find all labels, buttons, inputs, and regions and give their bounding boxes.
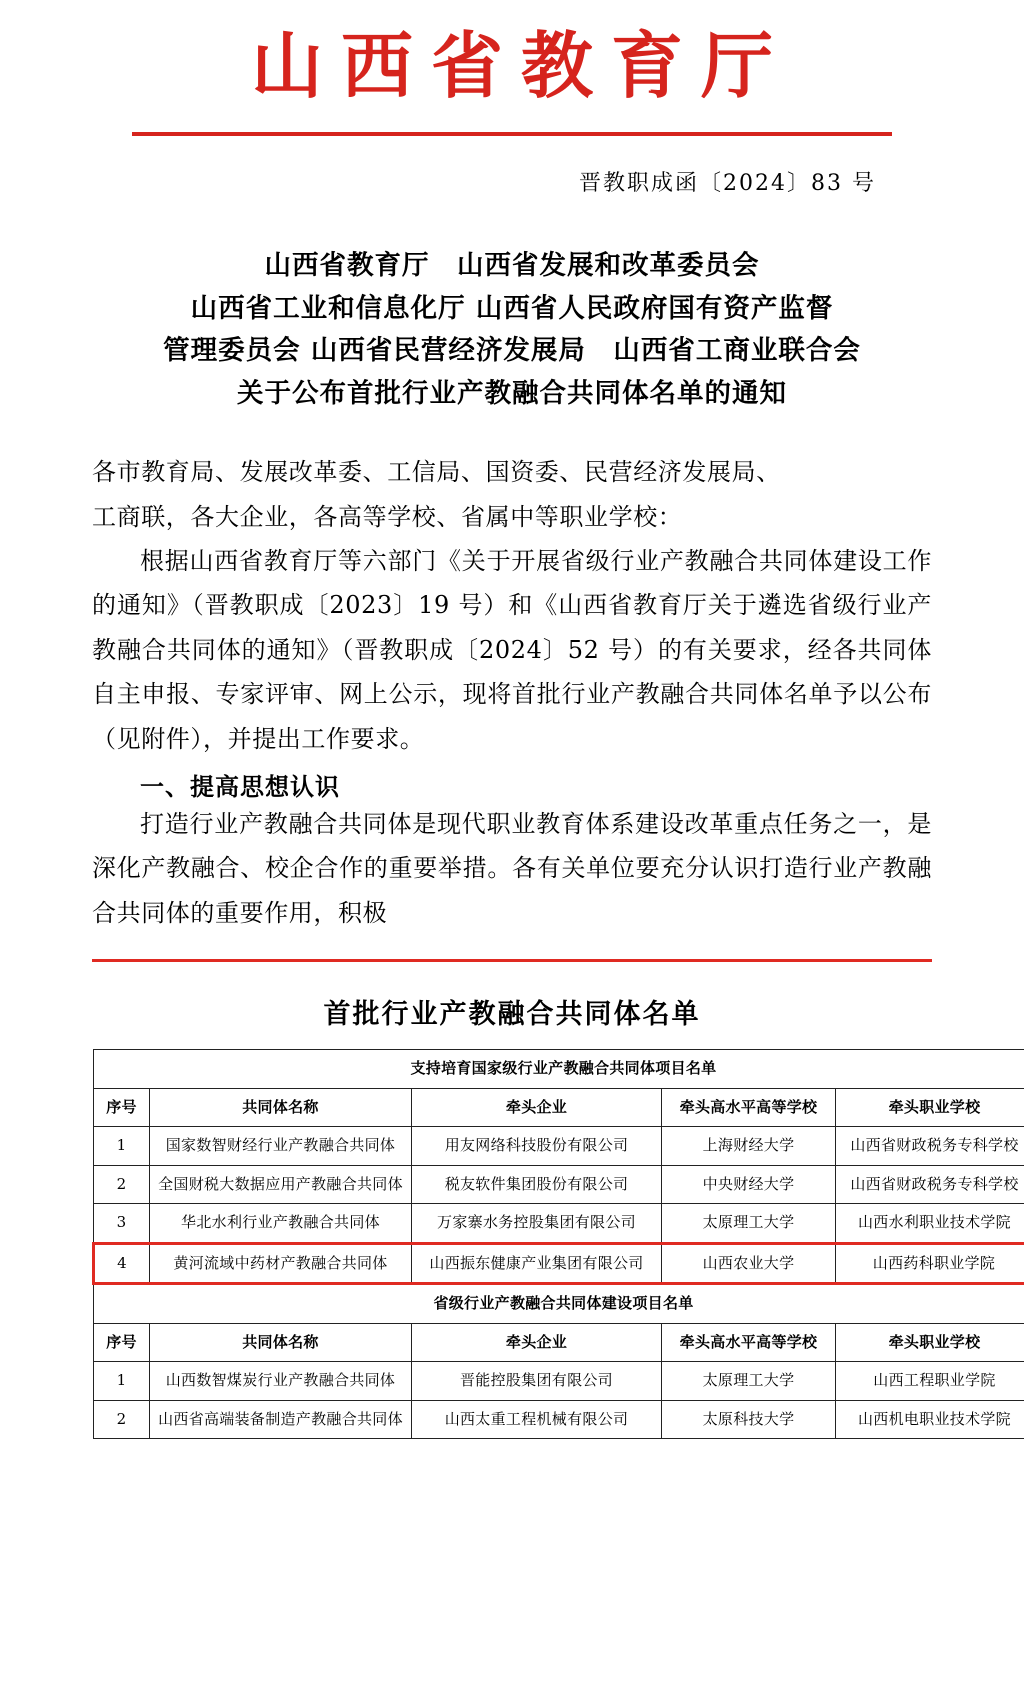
cell-lead-vocational: 山西水利职业技术学院	[836, 1204, 1024, 1244]
cell-no: 1	[94, 1127, 150, 1166]
cell-lead-enterprise: 山西振东健康产业集团有限公司	[412, 1243, 662, 1284]
cell-lead-enterprise: 晋能控股集团有限公司	[412, 1362, 662, 1401]
cell-lead-university: 太原科技大学	[662, 1400, 836, 1439]
cell-lead-university: 中央财经大学	[662, 1165, 836, 1204]
table-row	[94, 1400, 1024, 1439]
header-consortium-name: 共同体名称	[150, 1088, 412, 1127]
masthead-red-rule	[132, 132, 892, 136]
title-line-4: 关于公布首批行业产教融合共同体名单的通知	[237, 378, 787, 410]
cell-lead-vocational: 山西工程职业学院	[836, 1362, 1024, 1401]
section-heading-1: 一、提高思想认识	[140, 772, 340, 802]
cell-consortium-name: 黄河流域中药材产教融合共同体	[150, 1243, 412, 1284]
table-band-row-national	[94, 1050, 1024, 1089]
header-no: 序号	[94, 1323, 150, 1362]
header-consortium-name: 共同体名称	[150, 1323, 412, 1362]
issuing-authority-title: 山西省教育厅	[250, 23, 791, 108]
cell-consortium-name: 全国财税大数据应用产教融合共同体	[150, 1165, 412, 1204]
recipients-line-1: 各市教育局、发展改革委、工信局、国资委、民营经济发展局、	[92, 458, 781, 487]
cell-no: 2	[94, 1400, 150, 1439]
title-line-3: 管理委员会 山西省民营经济发展局 山西省工商业联合会	[163, 335, 861, 367]
cell-lead-enterprise: 税友软件集团股份有限公司	[412, 1165, 662, 1204]
cell-lead-enterprise: 山西太重工程机械有限公司	[412, 1400, 662, 1439]
title-line-2: 山西省工业和信息化厅 山西省人民政府国有资产监督	[190, 292, 834, 324]
cell-consortium-name: 山西省高端装备制造产教融合共同体	[150, 1400, 412, 1439]
title-line-1: 山西省教育厅 山西省发展和改革委员会	[264, 249, 760, 281]
header-lead-university: 牵头高水平高等学校	[662, 1323, 836, 1362]
cell-lead-vocational: 山西机电职业技术学院	[836, 1400, 1024, 1439]
document-title	[92, 245, 932, 417]
cell-lead-enterprise: 万家寨水务控股集团有限公司	[412, 1204, 662, 1244]
body-paragraph-2: 打造行业产教融合共同体是现代职业教育体系建设改革重点任务之一，是深化产教融合、校企合作的重要举措。各有关单位要充分认识打造行业产教融合共同体的重要作用，积极	[92, 810, 932, 927]
document-number: 晋教职成函〔2024〕83 号	[579, 170, 876, 196]
header-lead-enterprise: 牵头企业	[412, 1323, 662, 1362]
cell-lead-vocational: 山西省财政税务专科学校	[836, 1127, 1024, 1166]
cell-consortium-name: 山西数智煤炭行业产教融合共同体	[150, 1362, 412, 1401]
cell-lead-vocational: 山西省财政税务专科学校	[836, 1165, 1024, 1204]
cell-lead-university: 山西农业大学	[662, 1243, 836, 1284]
table-row	[94, 1165, 1024, 1204]
consortium-list-table	[92, 1049, 1024, 1439]
table-header-row-provincial	[94, 1323, 1024, 1362]
cell-no: 3	[94, 1204, 150, 1244]
cell-consortium-name: 国家数智财经行业产教融合共同体	[150, 1127, 412, 1166]
document-body-2	[92, 802, 932, 935]
band-label-provincial: 省级行业产教融合共同体建设项目名单	[94, 1284, 1024, 1324]
band-label-national: 支持培育国家级行业产教融合共同体项目名单	[94, 1050, 1024, 1089]
header-lead-university: 牵头高水平高等学校	[662, 1088, 836, 1127]
cell-lead-university: 太原理工大学	[662, 1204, 836, 1244]
header-lead-vocational: 牵头职业学校	[836, 1323, 1024, 1362]
table-band-row-provincial	[94, 1284, 1024, 1324]
cell-consortium-name: 华北水利行业产教融合共同体	[150, 1204, 412, 1244]
table-row	[94, 1204, 1024, 1244]
body-paragraph-1: 根据山西省教育厅等六部门《关于开展省级行业产教融合共同体建设工作的通知》（晋教职成〔2023〕19 号）和《山西省教育厅关于遴选省级行业产教融合共同体的通知》（晋教职成〔2024〕52 号）的有关要求，经各共同体自主申报、专家评审、网上公示，现将首批行业产教融合共同体名单予以公布（见附件），并提出工作要求。	[92, 547, 932, 753]
table-row	[94, 1127, 1024, 1166]
cell-lead-enterprise: 用友网络科技股份有限公司	[412, 1127, 662, 1166]
masthead	[92, 0, 932, 136]
cell-lead-vocational: 山西药科职业学院	[836, 1243, 1024, 1284]
cell-lead-university: 太原理工大学	[662, 1362, 836, 1401]
document-body	[92, 450, 932, 761]
cell-lead-university: 上海财经大学	[662, 1127, 836, 1166]
cell-no: 2	[94, 1165, 150, 1204]
attachment-divider	[92, 959, 932, 962]
attachment-title: 首批行业产教融合共同体名单	[323, 999, 701, 1031]
header-no: 序号	[94, 1088, 150, 1127]
header-lead-enterprise: 牵头企业	[412, 1088, 662, 1127]
table-header-row-national	[94, 1088, 1024, 1127]
table-row-highlighted	[94, 1243, 1024, 1284]
recipients-line-2: 工商联，各大企业，各高等学校、省属中等职业学校：	[92, 502, 683, 531]
table-row	[94, 1362, 1024, 1401]
cell-no: 4	[94, 1243, 150, 1284]
header-lead-vocational: 牵头职业学校	[836, 1088, 1024, 1127]
cell-no: 1	[94, 1362, 150, 1401]
